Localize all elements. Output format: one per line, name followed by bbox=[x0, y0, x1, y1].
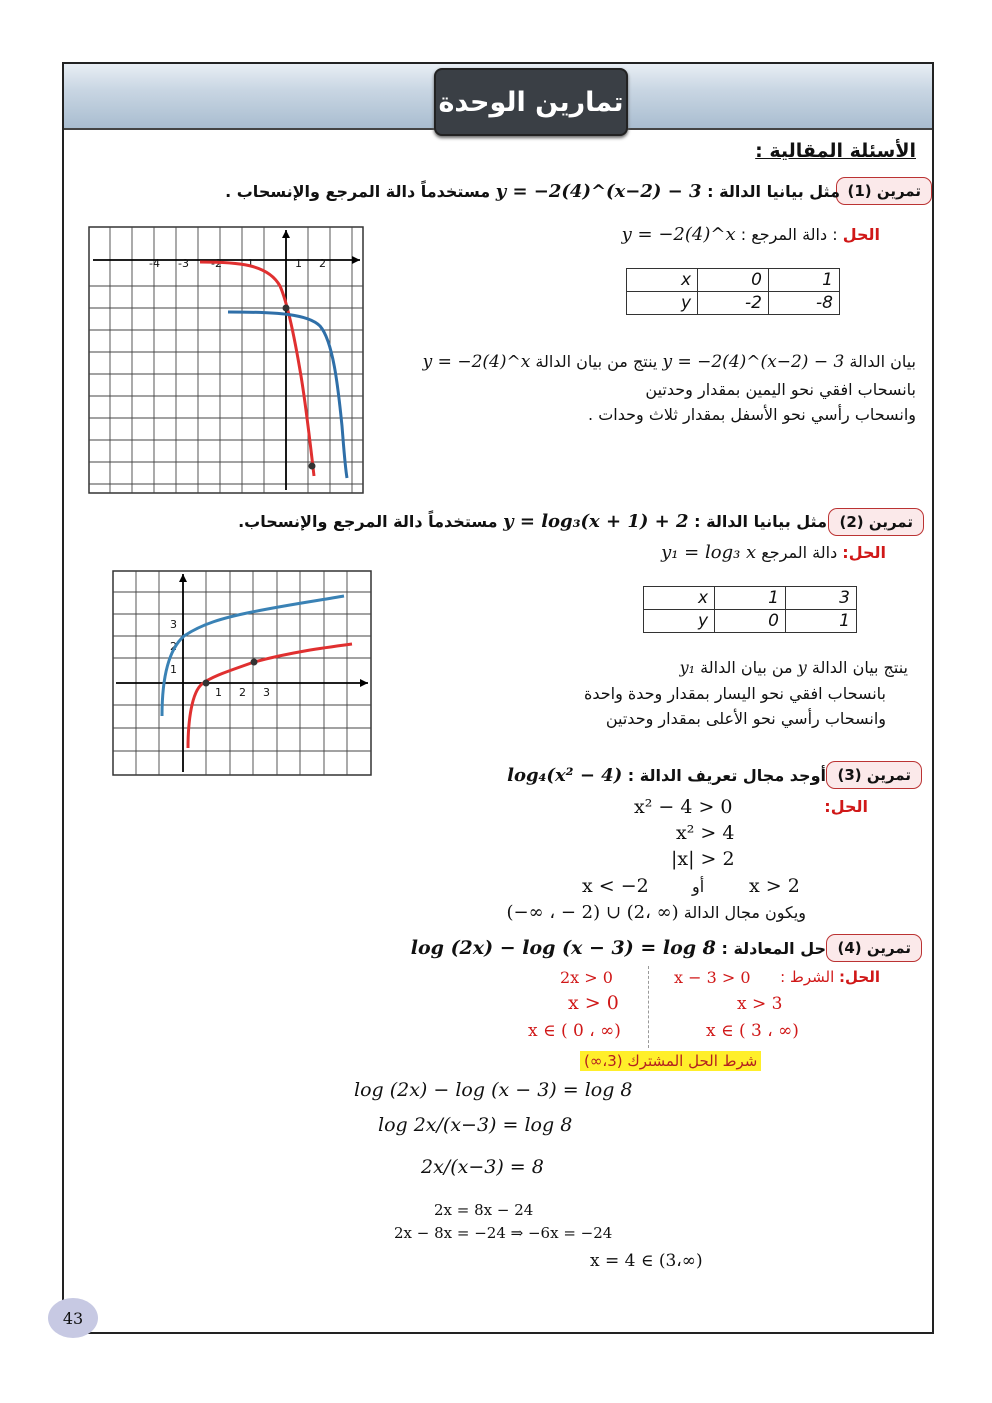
ex2-table-x-label: x bbox=[644, 587, 715, 610]
graph1-x-tick-4: -1 bbox=[243, 257, 254, 270]
ex1-explanation-line3: وانسحاب رأسي نحو الأسفل بمقدار ثلاث وحدات . bbox=[588, 405, 916, 424]
ex3-function: log₄(x² − 4) bbox=[507, 765, 623, 786]
ex2-reference-text: دالة المرجع bbox=[761, 543, 838, 562]
graph2-point-b bbox=[251, 659, 258, 666]
ex3-step-3: |x| > 2 bbox=[671, 848, 735, 870]
ex1-explanation-line2: بانسحاب افقي نحو اليمين بمقدار وحدتين bbox=[645, 380, 916, 399]
ex4-line-3: 2x/(x−3) = 8 bbox=[421, 1156, 544, 1178]
ex3-step-2: x² > 4 bbox=[676, 822, 735, 844]
ex1-reference-line bbox=[622, 224, 880, 245]
ex1-table-y-label: y bbox=[627, 292, 698, 315]
ex1-table-y1: -8 bbox=[769, 292, 840, 315]
ex2-line1-y1: y₁ bbox=[679, 658, 696, 677]
ex1-value-table bbox=[626, 268, 840, 315]
ex4-equation: log (2x) − log (x − 3) = log 8 bbox=[410, 937, 716, 959]
ex3-domain: (−∞ ، − 2) ∪ (2، ∞) bbox=[506, 902, 679, 923]
graph2-y-tick-1: 1 bbox=[170, 663, 177, 676]
ex1-line1-fn: y = −2(4)^(x−2) − 3 bbox=[662, 352, 845, 372]
ex4-statement-text: حل المعادلة : bbox=[721, 939, 826, 958]
ex4-solution-label: الحل: bbox=[839, 968, 880, 986]
ex2-function: y = log₃(x + 1) + 2 bbox=[503, 511, 689, 532]
graph1 bbox=[88, 226, 364, 494]
ex2-explanation-line3: وانسحاب رأسي نحو الأعلى بمقدار وحدتين bbox=[605, 709, 886, 728]
graph2-x-tick-2: 2 bbox=[239, 686, 246, 699]
graph1-x-tick-3: -2 bbox=[211, 257, 222, 270]
ex4-statement bbox=[411, 937, 826, 959]
ex3-step-1: x² − 4 > 0 bbox=[634, 796, 733, 818]
ex2-statement bbox=[238, 511, 827, 532]
ex4-common-condition: شرط الحل المشترك (3،∞) bbox=[580, 1051, 761, 1071]
ex4-left-3: x ∈ ( 0 ، ∞) bbox=[528, 1021, 621, 1041]
ex1-line1-prefix: بيان الدالة bbox=[849, 352, 916, 371]
ex1-tail: مستخدماً دالة المرجع والإنسحاب . bbox=[225, 182, 491, 201]
ex2-solution-label: الحل: bbox=[842, 543, 886, 562]
graph1-x-tick-1: -4 bbox=[149, 257, 160, 270]
ex1-line1-ref: y = −2(4)^x bbox=[422, 352, 531, 372]
graph1-x-tick-2: -3 bbox=[178, 257, 189, 270]
ex4-divider bbox=[648, 966, 649, 1048]
ex4-right-2: x > 3 bbox=[737, 994, 783, 1014]
ex1-reference-fn: y = −2(4)^x bbox=[621, 224, 736, 245]
ex2-reference-line bbox=[661, 542, 886, 563]
ex2-table-y-label: y bbox=[644, 610, 715, 633]
ex1-table-x-label: x bbox=[627, 269, 698, 292]
ex2-line1-y: y bbox=[797, 658, 807, 677]
ex4-line-4: 2x = 8x − 24 bbox=[434, 1201, 534, 1219]
ex2-explanation-line2: بانسحاب افقي نحو اليسار بمقدار وحدة واحدة bbox=[583, 684, 886, 703]
ex4-condition-labels bbox=[780, 968, 880, 986]
ex3-domain-text: ويكون مجال الدالة bbox=[683, 903, 806, 922]
ex2-table-y1: 1 bbox=[786, 610, 857, 633]
ex1-table-x0: 0 bbox=[698, 269, 769, 292]
ex2-badge: تمرين (2) bbox=[828, 508, 924, 536]
graph1-point-a bbox=[283, 305, 290, 312]
ex3-domain-line bbox=[507, 902, 807, 923]
ex4-line-2: log 2x/(x−3) = log 8 bbox=[378, 1114, 573, 1136]
graph2-y-tick-3: 3 bbox=[170, 618, 177, 631]
graph2 bbox=[112, 570, 372, 776]
ex4-line-6: x = 4 ∈ (3،∞) bbox=[590, 1251, 703, 1271]
ex4-line-1: log (2x) − log (x − 3) = log 8 bbox=[354, 1079, 633, 1101]
ex4-right-1: x − 3 > 0 bbox=[674, 968, 751, 987]
page-number: 43 bbox=[48, 1298, 98, 1338]
ex3-badge: تمرين (3) bbox=[826, 761, 922, 789]
ex1-table-x1: 1 bbox=[769, 269, 840, 292]
ex2-table-x0: 1 bbox=[715, 587, 786, 610]
graph2-x-tick-1: 1 bbox=[215, 686, 222, 699]
ex1-reference-text: : دالة المرجع : bbox=[740, 225, 838, 244]
ex4-right-3: x ∈ ( 3 ، ∞) bbox=[706, 1021, 799, 1041]
graph2-x-tick-3: 3 bbox=[263, 686, 270, 699]
ex2-table-y0: 0 bbox=[715, 610, 786, 633]
ex2-value-table bbox=[643, 586, 857, 633]
ex1-function: y = −2(4)^(x−2) − 3 bbox=[495, 181, 702, 202]
graph1-point-b bbox=[309, 463, 316, 470]
graph2-point-a bbox=[203, 680, 210, 687]
ex3-case-left: x < −2 bbox=[582, 875, 649, 897]
graph1-x-tick-5: 1 bbox=[295, 257, 302, 270]
ex1-table-y0: -2 bbox=[698, 292, 769, 315]
ex2-reference-fn: y₁ = log₃ x bbox=[661, 542, 757, 563]
ex3-case-right: x > 2 bbox=[749, 875, 800, 897]
ex2-line1-b: من بيان الدالة bbox=[700, 658, 793, 677]
ex1-statement bbox=[225, 181, 840, 202]
ex4-condition-label: الشرط : bbox=[780, 968, 835, 986]
ex2-table-x1: 3 bbox=[786, 587, 857, 610]
ex4-left-2: x > 0 bbox=[568, 992, 619, 1014]
ex4-badge: تمرين (4) bbox=[826, 934, 922, 962]
ex3-or: أو bbox=[692, 877, 705, 896]
ex3-solution-label: الحل: bbox=[824, 797, 868, 816]
ex1-statement-text: مثل بيانيا الدالة : bbox=[707, 182, 840, 201]
ex3-statement bbox=[507, 765, 826, 786]
ex1-line1-mid: ينتج من بيان الدالة bbox=[535, 352, 658, 371]
section-heading: الأسئلة المقالية : bbox=[755, 140, 916, 162]
graph2-y-tick-2: 2 bbox=[170, 640, 177, 653]
ex3-statement-text: أوجد مجال تعريف الدالة : bbox=[627, 766, 826, 785]
ex2-line1-a: ينتج بيان الدالة bbox=[811, 658, 908, 677]
ex1-explanation-line1 bbox=[423, 352, 916, 372]
ex4-line-5: 2x − 8x = −24 ⇒ −6x = −24 bbox=[394, 1224, 613, 1242]
ex2-explanation-line1 bbox=[680, 658, 908, 677]
ex1-solution-label: الحل bbox=[842, 225, 880, 244]
ex4-left-1: 2x > 0 bbox=[560, 968, 613, 987]
ex1-badge: تمرين (1) bbox=[836, 177, 932, 205]
ex2-statement-text: مثل بيانيا الدالة : bbox=[694, 512, 827, 531]
ex2-tail: مستخدماً دالة المرجع والإنسحاب. bbox=[238, 512, 498, 531]
page-title: تمارين الوحدة bbox=[434, 68, 628, 136]
graph1-x-tick-6: 2 bbox=[319, 257, 326, 270]
